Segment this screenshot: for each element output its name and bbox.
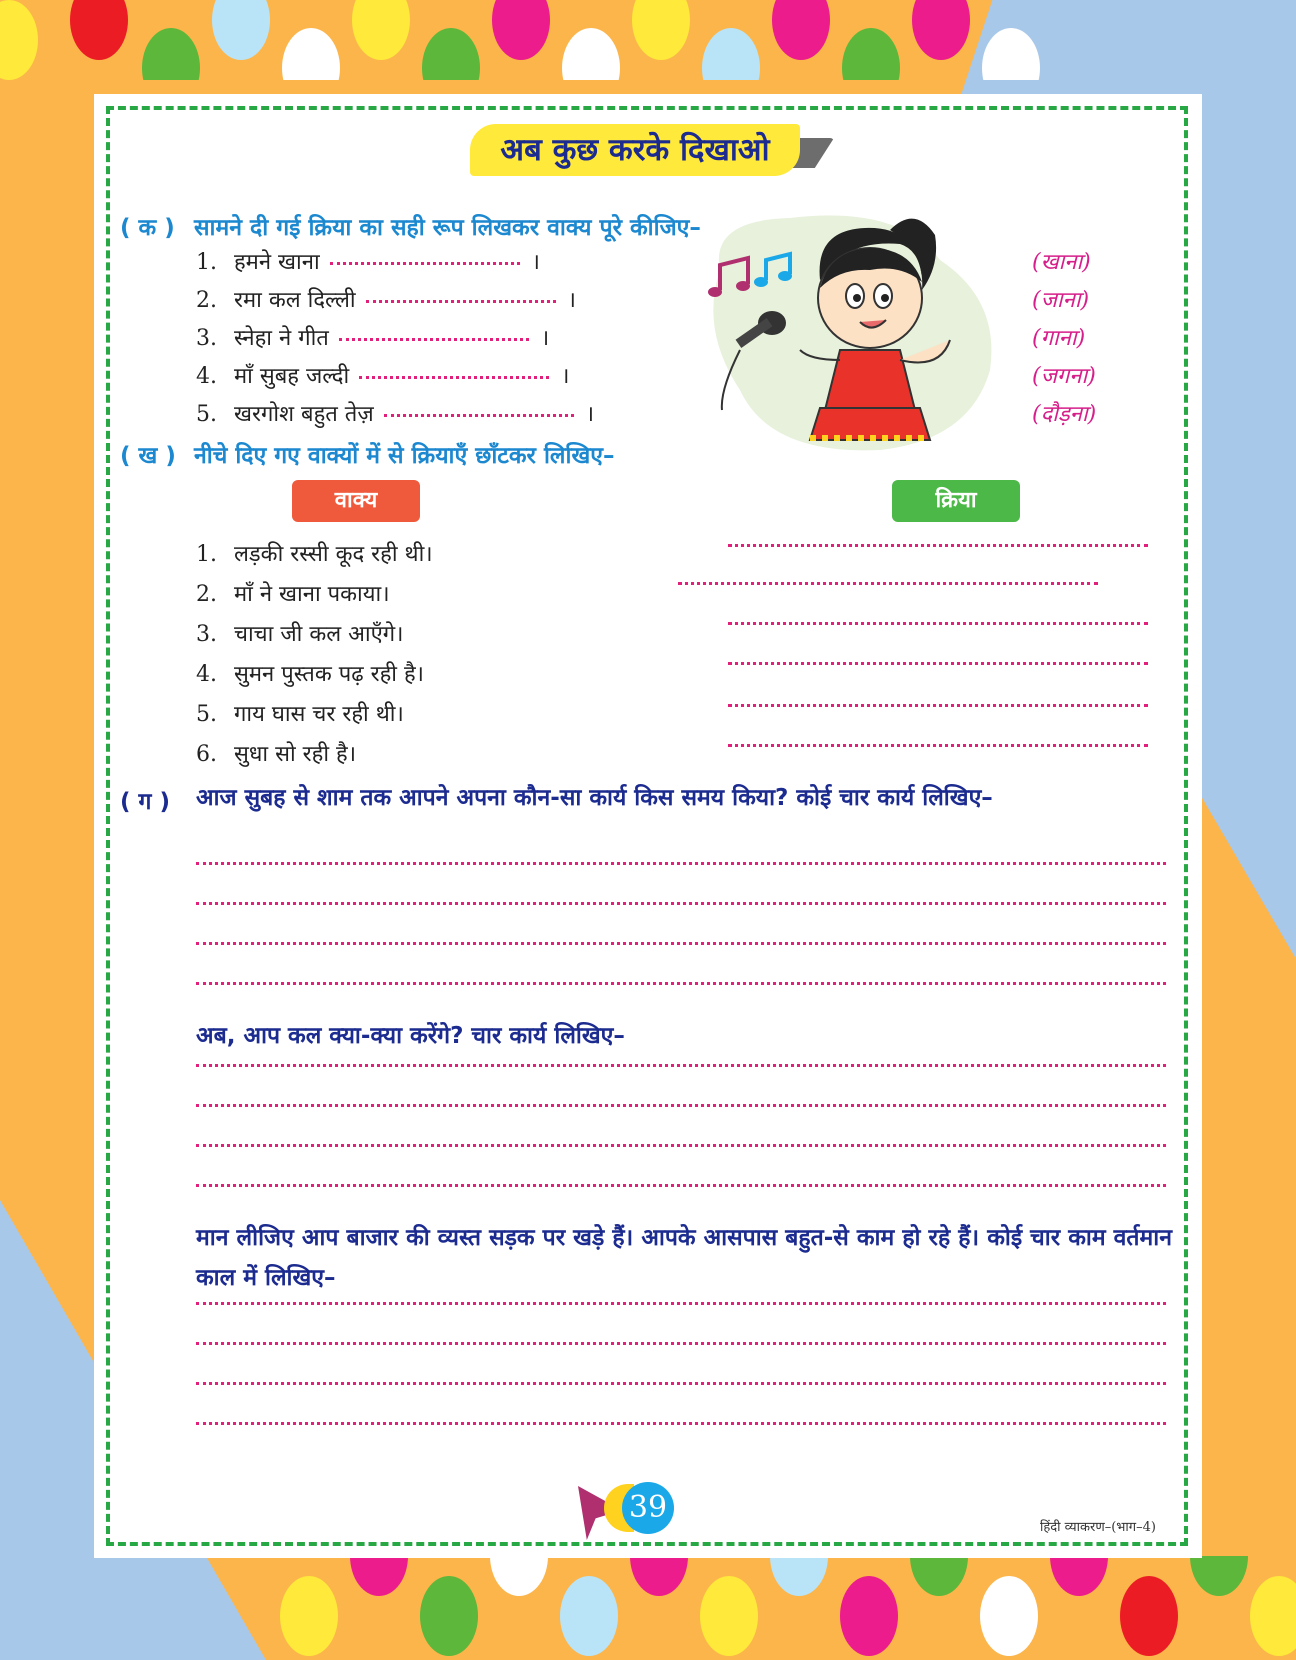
answer-line[interactable] [196, 1302, 1166, 1305]
section-a-heading: ( क ) सामने दी गई क्रिया का सही रूप लिखकर वाक्य पूरे कीजिए– [120, 215, 701, 241]
decorative-dots-bottom [0, 1556, 1296, 1656]
section-b-item-2: 2. माँ ने खाना पकाया। [196, 582, 390, 607]
title-banner [470, 122, 830, 180]
answer-line[interactable] [196, 1144, 1166, 1147]
singing-girl-illustration [700, 210, 1010, 460]
section-b-item-1: 1. लड़की रस्सी कूद रही थी। [196, 542, 433, 567]
section-c-sub-question-1: अब, आप कल क्या-क्या करेंगे? चार कार्य लिखिए– [196, 1023, 625, 1049]
section-c-sub-question-2: मान लीजिए आप बाजार की व्यस्त सड़क पर खड़े हैं। आपके आसपास बहुत-से काम हो रहे हैं। कोई चार काम वर्तमान काल में लिखिए– [196, 1225, 1172, 1291]
verb-hint: (गाना) [1032, 326, 1086, 351]
section-c-heading: आज सुबह से शाम तक आपने अपना कौन-सा कार्य किस समय किया? कोई चार कार्य लिखिए– [196, 785, 993, 811]
blank-line[interactable] [359, 375, 549, 379]
answer-line[interactable] [728, 704, 1148, 707]
column-header-sentence: वाक्य [292, 480, 420, 522]
answer-line[interactable] [728, 662, 1148, 665]
answer-line[interactable] [196, 1382, 1166, 1385]
answer-line[interactable] [196, 1342, 1166, 1345]
section-a-item-3: 3. स्नेहा ने गीत । [196, 326, 550, 351]
verb-hint: (खाना) [1032, 250, 1091, 275]
answer-line[interactable] [196, 902, 1166, 905]
page-title: अब कुछ करके दिखाओ [500, 132, 770, 168]
section-b-item-5: 5. गाय घास चर रही थी। [196, 702, 404, 727]
section-a-item-5: 5. खरगोश बहुत तेज़ । [196, 402, 595, 427]
section-a-item-1: 1. हमने खाना । [196, 250, 540, 275]
answer-line[interactable] [728, 544, 1148, 547]
verb-hint: (दौड़ना) [1032, 402, 1097, 427]
section-b-item-6: 6. सुधा सो रही है। [196, 742, 357, 767]
section-a-item-4: 4. माँ सुबह जल्दी । [196, 364, 570, 389]
section-c-label: ( ग ) [120, 789, 170, 815]
blank-line[interactable] [366, 299, 556, 303]
answer-line[interactable] [196, 982, 1166, 985]
answer-line[interactable] [196, 1184, 1166, 1187]
answer-line[interactable] [678, 582, 1098, 585]
answer-line[interactable] [196, 1064, 1166, 1067]
answer-line[interactable] [728, 622, 1148, 625]
section-b-heading: ( ख ) नीचे दिए गए वाक्यों में से क्रियाएँ छाँटकर लिखिए– [120, 443, 615, 469]
section-b-item-3: 3. चाचा जी कल आएँगे। [196, 622, 404, 647]
section-b-item-4: 4. सुमन पुस्तक पढ़ रही है। [196, 662, 424, 687]
answer-line[interactable] [728, 744, 1148, 747]
verb-hint: (जाना) [1032, 288, 1090, 313]
blank-line[interactable] [384, 413, 574, 417]
page-number: 39 [622, 1482, 674, 1534]
answer-line[interactable] [196, 862, 1166, 865]
blank-line[interactable] [339, 337, 529, 341]
answer-line[interactable] [196, 1422, 1166, 1425]
answer-line[interactable] [196, 1104, 1166, 1107]
verb-hint: (जगना) [1032, 364, 1096, 389]
decorative-dots-top [0, 0, 1296, 80]
column-header-verb: क्रिया [892, 480, 1020, 522]
answer-line[interactable] [196, 942, 1166, 945]
footer-book-title: हिंदी व्याकरण–(भाग–4) [1040, 1520, 1156, 1535]
section-a-item-2: 2. रमा कल दिल्ली । [196, 288, 576, 313]
blank-line[interactable] [330, 261, 520, 265]
